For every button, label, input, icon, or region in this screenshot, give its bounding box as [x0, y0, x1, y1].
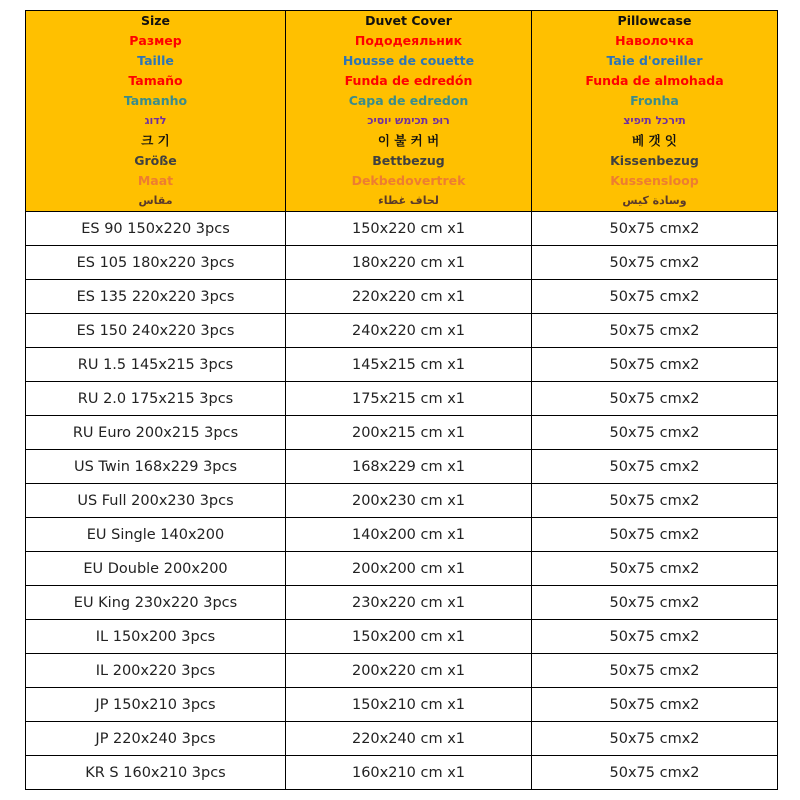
table-row	[26, 518, 778, 552]
duvet-cover-cell: 240x220 cm x1	[286, 314, 532, 348]
size-cell: JP 220x240 3pcs	[26, 722, 286, 756]
pillowcase-header-line: Fronha	[630, 93, 679, 108]
pillowcase-header-line: Наволочка	[615, 33, 694, 48]
table-row	[26, 586, 778, 620]
pillowcase-cell: 50x75 cmx2	[532, 620, 778, 654]
size-chart-table	[25, 10, 778, 790]
pillowcase-cell: 50x75 cmx2	[532, 348, 778, 382]
header-row	[26, 11, 778, 212]
size-cell: ES 90 150x220 3pcs	[26, 212, 286, 246]
duvet-cover-cell: 150x220 cm x1	[286, 212, 532, 246]
table-row	[26, 484, 778, 518]
size-header-line: مقاس	[138, 194, 173, 207]
duvet-cover-header-line: Housse de couette	[342, 53, 475, 68]
pillowcase-cell: 50x75 cmx2	[532, 586, 778, 620]
duvet-cover-cell: 230x220 cm x1	[286, 586, 532, 620]
table-row	[26, 722, 778, 756]
size-header-cell	[26, 11, 286, 212]
size-header-line: Größe	[134, 153, 177, 168]
duvet-cover-header-line: 이 불 커 버	[377, 133, 440, 148]
pillowcase-header-line: Kussensloop	[610, 173, 699, 188]
table-row	[26, 450, 778, 484]
pillowcase-header-line: תירכל תיפיצ	[623, 114, 686, 127]
duvet-cover-cell: 150x200 cm x1	[286, 620, 532, 654]
size-cell: IL 200x220 3pcs	[26, 654, 286, 688]
duvet-cover-cell: 140x200 cm x1	[286, 518, 532, 552]
pillowcase-cell: 50x75 cmx2	[532, 484, 778, 518]
duvet-cover-cell: 200x215 cm x1	[286, 416, 532, 450]
size-header-line: Taille	[137, 53, 174, 68]
size-cell: ES 150 240x220 3pcs	[26, 314, 286, 348]
table-row	[26, 382, 778, 416]
size-cell: ES 105 180x220 3pcs	[26, 246, 286, 280]
duvet-cover-header-line: Dekbedovertrek	[351, 173, 466, 188]
size-cell: JP 150x210 3pcs	[26, 688, 286, 722]
duvet-cover-header-line: רוּפ תכימש יוסיכ	[367, 114, 450, 127]
duvet-cover-cell: 220x240 cm x1	[286, 722, 532, 756]
pillowcase-cell: 50x75 cmx2	[532, 246, 778, 280]
size-table-body	[26, 212, 778, 790]
size-header-line: 크 기	[141, 133, 170, 148]
duvet-cover-cell: 220x220 cm x1	[286, 280, 532, 314]
pillowcase-cell: 50x75 cmx2	[532, 518, 778, 552]
duvet-cover-header-line: Duvet Cover	[365, 13, 452, 28]
size-header-line: Размер	[129, 33, 182, 48]
pillowcase-header-line: 베 갯 잇	[632, 133, 677, 148]
duvet-cover-cell: 200x230 cm x1	[286, 484, 532, 518]
pillowcase-cell: 50x75 cmx2	[532, 756, 778, 790]
duvet-cover-cell: 200x200 cm x1	[286, 552, 532, 586]
duvet-cover-cell: 150x210 cm x1	[286, 688, 532, 722]
table-row	[26, 620, 778, 654]
pillowcase-cell: 50x75 cmx2	[532, 722, 778, 756]
size-header-line: Tamaño	[128, 73, 183, 88]
pillowcase-header-line: Taie d'oreiller	[606, 53, 703, 68]
table-row	[26, 348, 778, 382]
duvet-cover-header-line: Capa de edredon	[348, 93, 469, 108]
table-row	[26, 552, 778, 586]
duvet-cover-header-line: لحاف غطاء	[378, 194, 439, 207]
table-row	[26, 654, 778, 688]
pillowcase-cell: 50x75 cmx2	[532, 382, 778, 416]
duvet-cover-header-line: Пододеяльник	[354, 33, 463, 48]
table-row	[26, 688, 778, 722]
duvet-cover-cell: 180x220 cm x1	[286, 246, 532, 280]
pillowcase-header-cell	[532, 11, 778, 212]
size-cell: ES 135 220x220 3pcs	[26, 280, 286, 314]
size-cell: US Twin 168x229 3pcs	[26, 450, 286, 484]
pillowcase-header-line: Funda de almohada	[585, 73, 724, 88]
size-header-line: Size	[140, 13, 171, 28]
table-row	[26, 756, 778, 790]
pillowcase-cell: 50x75 cmx2	[532, 688, 778, 722]
duvet-cover-cell: 168x229 cm x1	[286, 450, 532, 484]
size-cell: KR S 160x210 3pcs	[26, 756, 286, 790]
size-cell: RU Euro 200x215 3pcs	[26, 416, 286, 450]
table-row	[26, 246, 778, 280]
pillowcase-cell: 50x75 cmx2	[532, 280, 778, 314]
table-row	[26, 314, 778, 348]
size-header-line: לדוג	[144, 114, 167, 127]
size-header-line: Maat	[137, 173, 174, 188]
duvet-cover-cell: 175x215 cm x1	[286, 382, 532, 416]
duvet-cover-header-line: Funda de edredón	[344, 73, 473, 88]
duvet-cover-cell: 160x210 cm x1	[286, 756, 532, 790]
size-cell: IL 150x200 3pcs	[26, 620, 286, 654]
pillowcase-cell: 50x75 cmx2	[532, 552, 778, 586]
pillowcase-header-line: وسادة كيس	[622, 194, 687, 207]
size-cell: EU King 230x220 3pcs	[26, 586, 286, 620]
pillowcase-cell: 50x75 cmx2	[532, 416, 778, 450]
pillowcase-cell: 50x75 cmx2	[532, 314, 778, 348]
size-cell: US Full 200x230 3pcs	[26, 484, 286, 518]
table-row	[26, 280, 778, 314]
duvet-cover-cell: 200x220 cm x1	[286, 654, 532, 688]
table-row	[26, 416, 778, 450]
pillowcase-cell: 50x75 cmx2	[532, 654, 778, 688]
pillowcase-cell: 50x75 cmx2	[532, 212, 778, 246]
size-cell: RU 2.0 175x215 3pcs	[26, 382, 286, 416]
table-row	[26, 212, 778, 246]
pillowcase-header-line: Pillowcase	[617, 13, 692, 28]
pillowcase-cell: 50x75 cmx2	[532, 450, 778, 484]
duvet-cover-cell: 145x215 cm x1	[286, 348, 532, 382]
duvet-cover-header-line: Bettbezug	[372, 153, 445, 168]
size-cell: EU Single 140x200	[26, 518, 286, 552]
duvet-cover-header-cell	[286, 11, 532, 212]
size-cell: RU 1.5 145x215 3pcs	[26, 348, 286, 382]
pillowcase-header-line: Kissenbezug	[610, 153, 699, 168]
size-cell: EU Double 200x200	[26, 552, 286, 586]
size-header-line: Tamanho	[123, 93, 188, 108]
